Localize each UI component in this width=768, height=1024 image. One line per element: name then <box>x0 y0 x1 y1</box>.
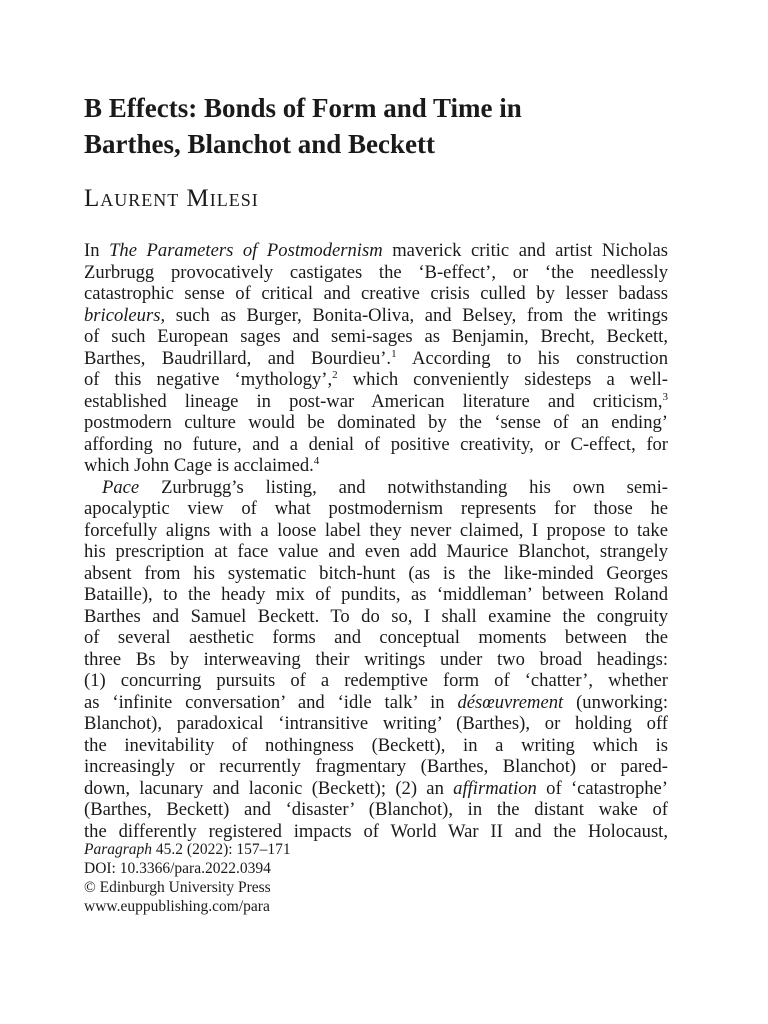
body-line: affording no future, and a denial of positive creativity, or C-effect, for <box>84 433 668 455</box>
journal-name: Paragraph <box>84 841 153 858</box>
body-line: of several aesthetic forms and conceptual moments between the <box>84 627 668 648</box>
body-line: Bataille), to the heady mix of pundits, as ‘middleman’ between Roland <box>84 584 668 605</box>
italic-term: bricoleurs <box>84 304 161 326</box>
body-line: as ‘infinite conversation’ and ‘idle talk’ in désœuvrement (unworking: <box>84 691 669 713</box>
journal-citation: Paragraph 45.2 (2022): 157–171 <box>84 841 291 858</box>
article-page <box>84 0 668 1024</box>
body-line: catastrophic sense of critical and creative crisis culled by lesser badass <box>84 283 668 304</box>
article-title-line-1: B Effects: Bonds of Form and Time in <box>84 93 522 123</box>
body-line: forcefully aligns with a loose label they never claimed, I propose to take <box>84 519 668 541</box>
author-name: Laurent Milesi <box>84 185 259 212</box>
body-line: which John Cage is acclaimed.$^4$ <box>84 455 320 476</box>
body-line: absent from his systematic bitch-hunt (as is the like-minded Georges <box>84 562 668 584</box>
article-title-line-2: Barthes, Blanchot and Beckett <box>84 129 435 159</box>
article-title <box>84 90 684 162</box>
italic-term: Pace <box>102 476 140 498</box>
body-line: the differently registered impacts of World War II and the Holocaust, <box>84 820 668 842</box>
body-line: In The Parameters of Postmodernism maverick critic and artist Nicholas <box>84 240 668 261</box>
body-line: Barthes and Samuel Beckett. To do so, I shall examine the congruity <box>84 605 668 627</box>
publisher-url[interactable]: www.euppublishing.com/para <box>84 898 270 915</box>
book-title-italic: The Parameters of Postmodernism <box>109 240 383 261</box>
body-line: apocalyptic view of what postmodernism represents for those he <box>84 498 668 519</box>
copyright: © Edinburgh University Press <box>84 879 271 896</box>
footnote-ref-2[interactable]: 2 <box>332 369 338 381</box>
body-line: (1) concurring pursuits of a redemptive form of ‘chatter’, whether <box>84 670 668 691</box>
body-line: Pace Zurbrugg’s listing, and notwithstanding his own semi- <box>102 476 668 498</box>
footnote-ref-4[interactable]: 4 <box>313 455 320 467</box>
paragraph-1 <box>84 240 668 477</box>
body-line: Blanchot), paradoxical ‘intransitive writing’ (Barthes), or holding off <box>84 713 668 734</box>
italic-term: affirmation <box>453 777 537 799</box>
footnote-ref-1[interactable]: 1 <box>391 347 397 360</box>
footnote-ref-3[interactable]: 3 <box>662 390 668 403</box>
body-line: bricoleurs, such as Burger, Bonita-Oliva, and Belsey, from the writings <box>84 304 668 326</box>
body-line: postmodern culture would be dominated by the ‘sense of an ending’ <box>84 412 668 433</box>
body-line: Zurbrugg provocatively castigates the ‘B-effect’, or ‘the needlessly <box>84 261 668 283</box>
article-body <box>84 240 668 842</box>
body-line: of this negative ‘mythology’,$^2$ which conveniently sidesteps a well- <box>84 369 668 390</box>
italic-term: désœuvrement <box>457 691 564 713</box>
doi[interactable]: DOI: 10.3366/para.2022.0394 <box>84 860 271 877</box>
body-line: increasingly or recurrently fragmentary (Barthes, Blanchot) or pared- <box>84 756 668 777</box>
body-line: Barthes, Baudrillard, and Bourdieu’.$^1$ According to his construction <box>84 347 668 369</box>
body-line: (Barthes, Beckett) and ‘disaster’ (Blanchot), in the distant wake of <box>84 799 668 820</box>
body-line: his prescription at face value and even add Maurice Blanchot, strangely <box>84 541 668 562</box>
body-line: established lineage in post-war American literature and criticism,$^3$ <box>84 390 668 412</box>
body-line: three Bs by interweaving their writings under two broad headings: <box>84 648 668 670</box>
publication-info <box>84 840 291 916</box>
body-line: the inevitability of nothingness (Beckett), in a writing which is <box>84 734 668 756</box>
body-line: of such European sages and semi-sages as Benjamin, Brecht, Beckett, <box>84 326 668 347</box>
body-line: down, lacunary and laconic (Beckett); (2) an affirmation of ‘catastrophe’ <box>84 777 668 799</box>
paragraph-2 <box>84 477 668 843</box>
